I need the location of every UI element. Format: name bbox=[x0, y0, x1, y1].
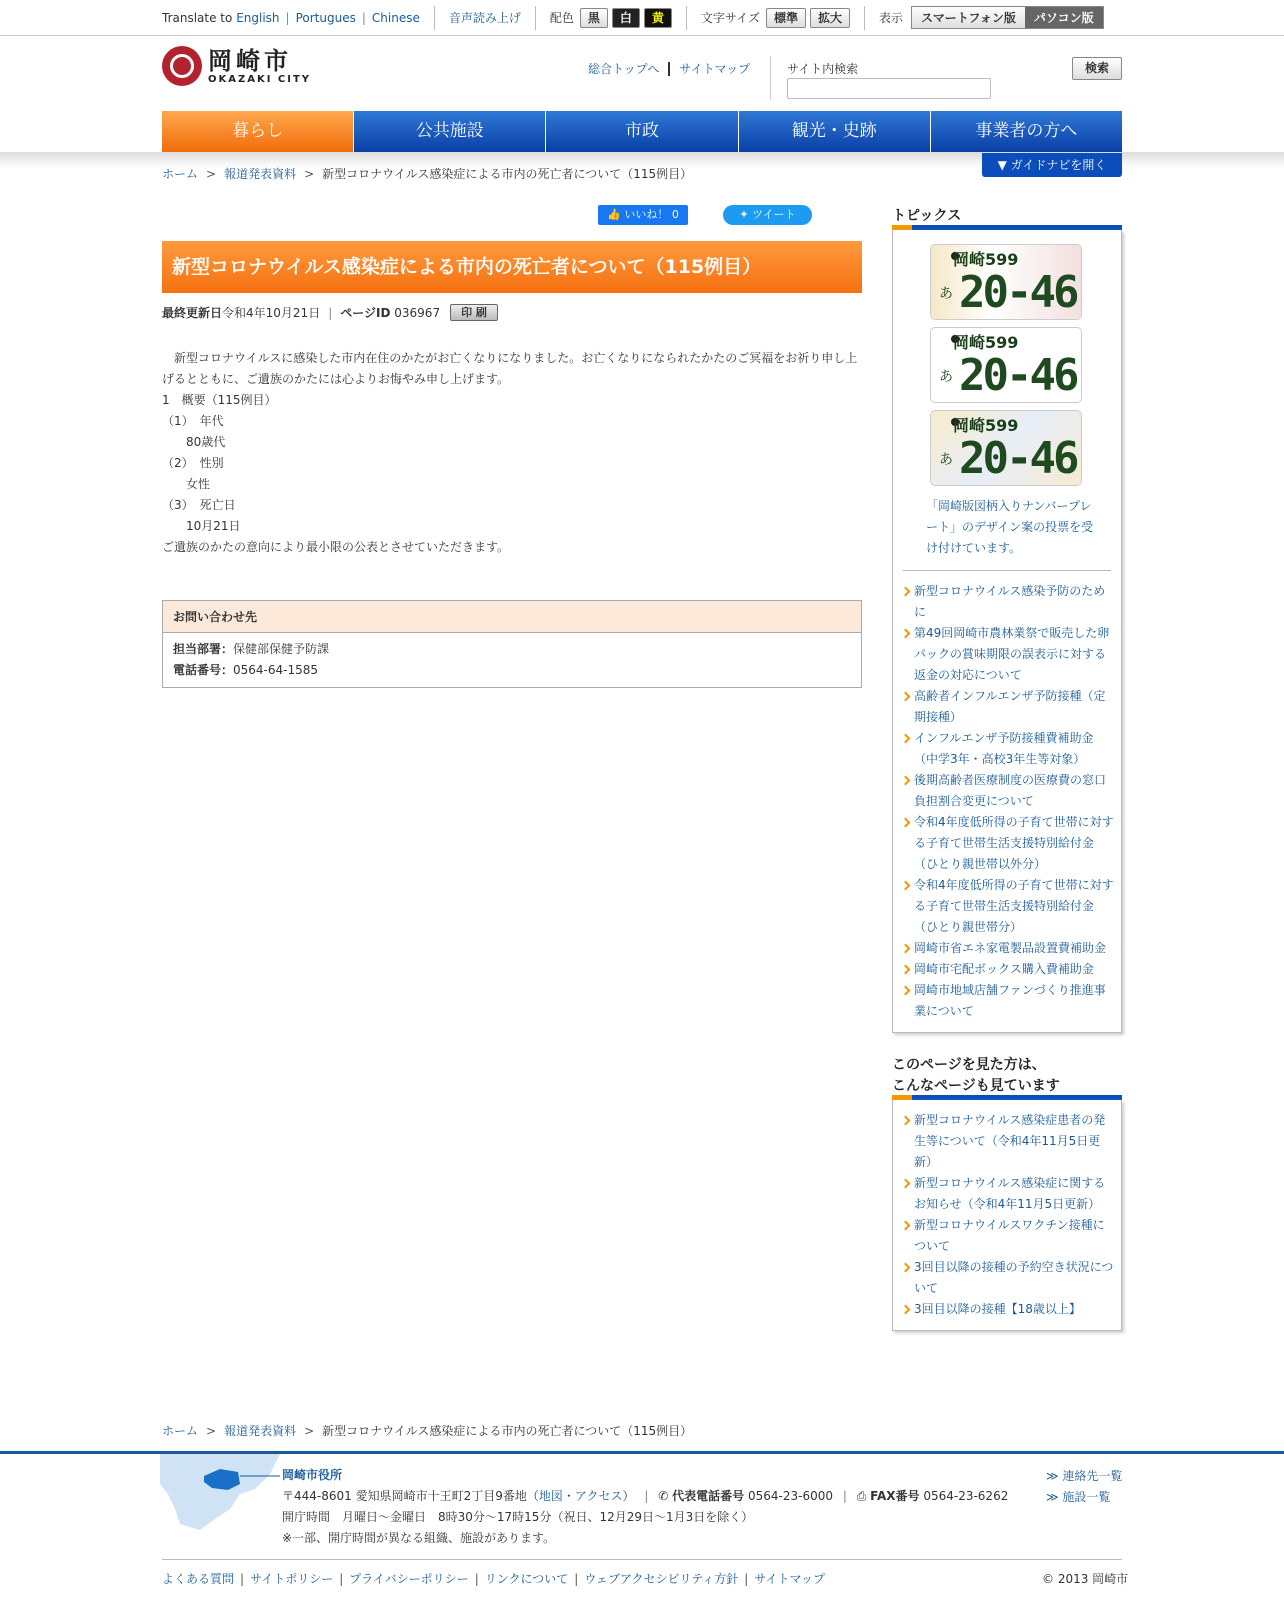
footer-org-name: 岡崎市役所 bbox=[282, 1468, 343, 1482]
facility-list-link[interactable]: 施設一覧 bbox=[1062, 1490, 1111, 1504]
pageid-label: ページID bbox=[340, 306, 391, 320]
pc-view-button[interactable]: パソコン版 bbox=[1025, 7, 1103, 28]
number-plate-image-3[interactable] bbox=[930, 410, 1082, 486]
topic-link[interactable]: 高齢者インフルエンザ予防接種（定期接種） bbox=[914, 689, 1106, 724]
list-item[interactable] bbox=[900, 875, 1114, 938]
thumbs-up-icon: 👍 bbox=[607, 208, 621, 221]
color-white-button[interactable]: 白 bbox=[612, 8, 640, 28]
header-links bbox=[588, 60, 750, 77]
list-item[interactable] bbox=[900, 938, 1114, 959]
gnav-tourism[interactable]: 観光・史跡 bbox=[739, 111, 931, 152]
print-button[interactable]: 印 刷 bbox=[450, 304, 498, 321]
plate-city: 岡崎 bbox=[953, 333, 986, 352]
footer-side-links bbox=[1046, 1466, 1122, 1508]
display-toggle bbox=[911, 6, 1104, 29]
divider: | bbox=[339, 1572, 344, 1586]
list-item[interactable] bbox=[900, 686, 1114, 728]
list-item[interactable] bbox=[900, 728, 1114, 770]
breadcrumb-separator: > bbox=[304, 167, 315, 181]
plate-class-number: 599 bbox=[985, 333, 1019, 352]
logo-text: 岡崎市 bbox=[208, 46, 292, 75]
article-paragraph: ご遺族のかたの意向により最小限の公表とさせていただきます。 bbox=[162, 540, 510, 554]
divider bbox=[770, 56, 771, 100]
related-link[interactable]: 3回目以降の接種【18歳以上】 bbox=[914, 1302, 1081, 1316]
tweet-button[interactable] bbox=[723, 205, 812, 225]
tel-value: 0564-64-1585 bbox=[233, 663, 319, 677]
related-heading bbox=[892, 1055, 1122, 1097]
divider bbox=[864, 6, 865, 30]
divider: | bbox=[574, 1572, 579, 1586]
color-black-button[interactable]: 黒 bbox=[580, 8, 608, 28]
double-chevron-icon: ≫ bbox=[1046, 1490, 1059, 1504]
article-paragraph: 女性 bbox=[162, 477, 211, 491]
plate-kana: あ bbox=[939, 452, 953, 468]
article-paragraph: 10月21日 bbox=[162, 519, 241, 533]
breadcrumb-separator: > bbox=[206, 1424, 217, 1438]
dept-label: 担当部署： bbox=[173, 642, 234, 656]
article-paragraph: （1） 年代 bbox=[162, 414, 224, 428]
copyright: © 2013 岡崎市 bbox=[1042, 1572, 1129, 1586]
list-item[interactable] bbox=[900, 623, 1114, 686]
divider: | bbox=[644, 1489, 649, 1503]
divider bbox=[535, 6, 536, 30]
smartphone-view-button[interactable]: スマートフォン版 bbox=[912, 7, 1025, 28]
list-item[interactable] bbox=[900, 1257, 1114, 1299]
plate-city: 岡崎 bbox=[953, 416, 986, 435]
contact-box bbox=[162, 600, 862, 688]
site-search bbox=[770, 52, 1130, 104]
plate-number: 20-46 bbox=[959, 433, 1077, 484]
breadcrumb-current: 新型コロナウイルス感染症による市内の死亡者について（115例目） bbox=[322, 1424, 693, 1438]
pageid-value: 036967 bbox=[394, 305, 441, 320]
breadcrumb-press[interactable]: 報道発表資料 bbox=[224, 1424, 297, 1438]
footer-tel-value: 0564-23-6000 bbox=[747, 1489, 833, 1503]
like-label: いいね！ 0 bbox=[624, 208, 679, 221]
topic-link[interactable]: 岡崎市宅配ボックス購入費補助金 bbox=[914, 962, 1094, 976]
plate-promo-link[interactable]: 「岡崎版図柄入りナンバープレート」のデザイン案の投票を受け付けています。 bbox=[926, 499, 1094, 555]
plate-kana: あ bbox=[939, 369, 953, 385]
divider: | bbox=[744, 1572, 749, 1586]
map-access-link[interactable]: 地図・アクセス bbox=[538, 1489, 623, 1503]
topics-heading: トピックス bbox=[892, 208, 962, 224]
guide-navi-button[interactable]: ▼ ガイドナビを開く bbox=[982, 153, 1122, 177]
number-plate-image-1[interactable] bbox=[930, 244, 1082, 320]
breadcrumb-current: 新型コロナウイルス感染症による市内の死亡者について（115例目） bbox=[322, 167, 693, 181]
related-heading-line: このページを見た方は、 bbox=[892, 1057, 1046, 1073]
plate-number: 20-46 bbox=[959, 267, 1077, 318]
divider bbox=[903, 570, 1111, 571]
speech-link[interactable]: 音声読み上げ bbox=[448, 11, 521, 25]
phone-icon: ✆ bbox=[658, 1489, 669, 1503]
privacy-policy-link[interactable]: プライバシーポリシー bbox=[349, 1572, 469, 1586]
breadcrumb-press[interactable]: 報道発表資料 bbox=[224, 167, 297, 181]
footer-note: ※一部、開庁時間が異なる組織、施設があります。 bbox=[282, 1531, 556, 1545]
topic-link[interactable]: 令和4年度低所得の子育て世帯に対する子育て世帯生活支援特別給付金（ひとり親世帯以外分） bbox=[914, 815, 1114, 871]
color-yellow-button[interactable]: 黄 bbox=[644, 8, 672, 28]
city-emblem-icon bbox=[162, 46, 202, 86]
breadcrumb-separator: > bbox=[206, 167, 217, 181]
plate-number: 20-46 bbox=[959, 350, 1077, 401]
okazaki-map-icon bbox=[160, 1454, 280, 1530]
page-meta bbox=[162, 304, 498, 321]
topic-link[interactable]: 第49回岡崎市農林業祭で販売した卵パックの賞味期限の誤表示に対する返金の対応について bbox=[914, 626, 1110, 682]
footer-fax-label: FAX番号 bbox=[870, 1489, 920, 1503]
dept-value: 保健部保健予防課 bbox=[233, 642, 330, 656]
top-page-link[interactable]: 総合トップへ bbox=[588, 62, 660, 76]
footer-sitemap-link[interactable]: サイトマップ bbox=[754, 1572, 826, 1586]
breadcrumb-home[interactable]: ホーム bbox=[162, 167, 199, 181]
list-item[interactable] bbox=[900, 1173, 1114, 1215]
fontsize-standard-button[interactable]: 標準 bbox=[766, 8, 806, 28]
lang-english-link[interactable]: English bbox=[236, 10, 280, 25]
link-policy-link[interactable]: リンクについて bbox=[484, 1572, 569, 1586]
gnav-facilities[interactable]: 公共施設 bbox=[354, 111, 546, 152]
plate-class-number: 599 bbox=[985, 250, 1019, 269]
list-item[interactable] bbox=[900, 1110, 1114, 1173]
footer-address: 〒444-8601 愛知県岡崎市十王町2丁目9番地（ bbox=[282, 1489, 539, 1503]
list-item[interactable] bbox=[900, 959, 1114, 980]
divider: | bbox=[240, 1572, 245, 1586]
breadcrumb bbox=[162, 165, 692, 182]
translate-prefix: Translate to bbox=[162, 10, 233, 25]
search-button[interactable]: 検索 bbox=[1072, 57, 1122, 80]
footer-nav bbox=[162, 1570, 825, 1587]
lang-chinese-link[interactable]: Chinese bbox=[371, 10, 420, 25]
topic-link[interactable]: 岡崎市地域店舗ファンづくり推進事業について bbox=[914, 983, 1106, 1018]
topic-link[interactable]: 後期高齢者医療制度の医療費の窓口負担割合変更について bbox=[914, 773, 1107, 808]
double-chevron-icon: ≫ bbox=[1046, 1469, 1059, 1483]
search-label: サイト内検索 bbox=[787, 62, 859, 76]
plate-city: 岡崎 bbox=[953, 250, 986, 269]
updated-value: 令和4年10月21日 bbox=[222, 306, 321, 320]
related-heading-line: こんなページも見ています bbox=[892, 1078, 1060, 1094]
updated-label: 最終更新日 bbox=[162, 306, 223, 320]
gnav-living[interactable]: 暮らし bbox=[162, 111, 354, 152]
plate-kana: あ bbox=[939, 286, 953, 302]
article-paragraph: 80歳代 bbox=[162, 435, 226, 449]
divider: | bbox=[842, 1489, 847, 1503]
footer-address-end: ） bbox=[622, 1489, 635, 1503]
divider: | bbox=[285, 10, 290, 25]
topic-link[interactable]: 岡崎市省エネ家電製品設置費補助金 bbox=[914, 941, 1107, 955]
list-item[interactable] bbox=[900, 1215, 1114, 1257]
divider bbox=[668, 62, 670, 76]
topic-link[interactable]: インフルエンザ予防接種費補助金（中学3年・高校3年生等対象） bbox=[914, 731, 1094, 766]
fontsize-label: 文字サイズ bbox=[700, 11, 760, 25]
site-logo[interactable] bbox=[162, 46, 311, 86]
divider bbox=[162, 1559, 1122, 1560]
related-link[interactable]: 新型コロナウイルスワクチン接種について bbox=[914, 1218, 1105, 1253]
divider: | bbox=[474, 1572, 479, 1586]
twitter-bird-icon: ✦ bbox=[739, 208, 749, 221]
accessibility-link[interactable]: ウェブアクセシビリティ方針 bbox=[584, 1572, 739, 1586]
fontsize-large-button[interactable]: 拡大 bbox=[810, 8, 850, 28]
number-plate-image-2[interactable] bbox=[930, 327, 1082, 403]
lang-portugues-link[interactable]: Portugues bbox=[295, 10, 356, 25]
gnav-city-admin[interactable]: 市政 bbox=[546, 111, 738, 152]
topics-list bbox=[900, 581, 1114, 1022]
list-item[interactable] bbox=[900, 1299, 1114, 1320]
topic-link[interactable]: 新型コロナウイルス感染予防のために bbox=[914, 584, 1106, 619]
site-policy-link[interactable]: サイトポリシー bbox=[250, 1572, 334, 1586]
tel-label: 電話番号： bbox=[173, 663, 234, 677]
list-item[interactable] bbox=[900, 980, 1114, 1022]
related-list bbox=[900, 1110, 1114, 1320]
related-link[interactable]: 新型コロナウイルス感染症に関するお知らせ（令和4年11月5日更新） bbox=[914, 1176, 1106, 1211]
facebook-like-button[interactable] bbox=[598, 205, 688, 225]
list-item[interactable] bbox=[900, 581, 1114, 623]
topic-link[interactable]: 令和4年度低所得の子育て世帯に対する子育て世帯生活支援特別給付金（ひとり親世帯分） bbox=[914, 878, 1114, 934]
divider bbox=[434, 6, 435, 30]
footer-address-block bbox=[282, 1486, 1008, 1549]
footer-tel-label: 代表電話番号 bbox=[672, 1489, 745, 1503]
tweet-label: ツイート bbox=[752, 208, 796, 221]
breadcrumb-bottom bbox=[162, 1422, 692, 1439]
fax-icon: ⎙ bbox=[856, 1489, 867, 1503]
list-item[interactable] bbox=[900, 812, 1114, 875]
divider: | bbox=[328, 305, 333, 320]
related-link[interactable]: 3回目以降の接種の予約空き状況について bbox=[914, 1260, 1114, 1295]
footer-hours: 開庁時間 月曜日～金曜日 8時30分～17時15分（祝日、12月29日～1月3日を除く） bbox=[282, 1510, 754, 1524]
article-paragraph: （2） 性別 bbox=[162, 456, 224, 470]
related-link[interactable]: 新型コロナウイルス感染症患者の発生等について（令和4年11月5日更新） bbox=[914, 1113, 1106, 1169]
global-nav bbox=[162, 111, 1122, 152]
article-paragraph: 1 概要（115例目） bbox=[162, 393, 277, 407]
display-label: 表示 bbox=[879, 11, 904, 25]
breadcrumb-separator: > bbox=[304, 1424, 315, 1438]
article-paragraph: （3） 死亡日 bbox=[162, 498, 236, 512]
divider bbox=[686, 6, 687, 30]
article-body bbox=[162, 348, 862, 558]
gnav-business[interactable]: 事業者の方へ bbox=[931, 111, 1122, 152]
utility-bar bbox=[0, 0, 1284, 36]
footer-fax-value: 0564-23-6262 bbox=[923, 1489, 1009, 1503]
plate-class-number: 599 bbox=[985, 416, 1019, 435]
sitemap-link[interactable]: サイトマップ bbox=[679, 62, 751, 76]
color-label: 配色 bbox=[549, 11, 574, 25]
faq-link[interactable]: よくある質問 bbox=[162, 1572, 235, 1586]
search-input[interactable] bbox=[787, 78, 991, 99]
breadcrumb-home[interactable]: ホーム bbox=[162, 1424, 199, 1438]
article-paragraph: 新型コロナウイルスに感染した市内在住のかたがお亡くなりになりました。お亡くなりになられたかたのご冥福をお祈り申し上げるとともに、ご遺族のかたには心よりお悔やみ申し上げます。 bbox=[162, 351, 858, 386]
contact-list-link[interactable]: 連絡先一覧 bbox=[1062, 1469, 1123, 1483]
list-item[interactable] bbox=[900, 770, 1114, 812]
page-title: 新型コロナウイルス感染症による市内の死亡者について（115例目） bbox=[162, 241, 862, 293]
logo-subtext: OKAZAKI CITY bbox=[208, 73, 312, 85]
divider: | bbox=[361, 10, 366, 25]
contact-heading: お問い合わせ先 bbox=[163, 601, 861, 633]
